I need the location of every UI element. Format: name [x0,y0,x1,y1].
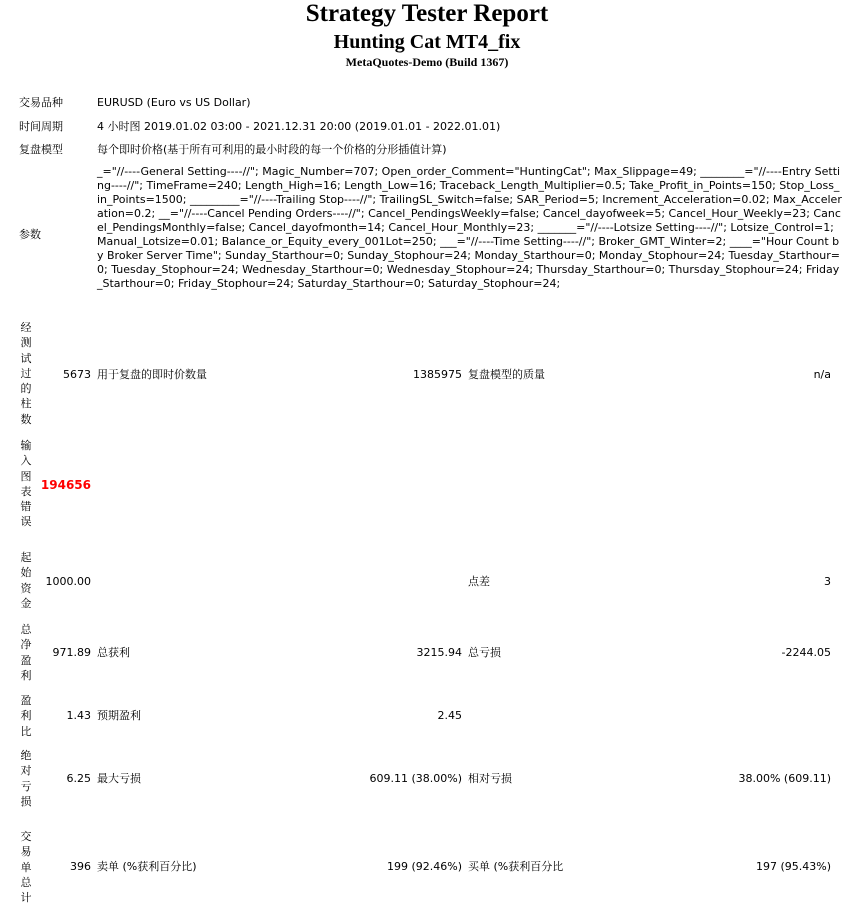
long-positions-label: 买单 (%获利百分比 [468,860,564,873]
total-trades-label: 交易单总计 [20,830,32,905]
quality-label: 复盘模型的质量 [468,368,545,381]
max-drawdown-label: 最大亏损 [97,772,141,785]
symbol-label: 交易品种 [19,96,63,109]
model-label: 复盘模型 [19,143,63,156]
errors-label: 输入图表错误 [20,439,32,529]
params-value: _="//----General Setting----//"; Magic_Number=707; Open_order_Comment="HuntingCat"; Max_Slippage=49; ________="//----Entry Setting----//"; TimeFrame=240; Length_High=16; Length_Low=16; Traceback_Length_Multiplier=0.5; Take_Profit_in_Points=150; Stop_Loss_in_Points=1500; _________="//----Trailing Stop----//"; TrailingSL_Switch=false; SAR_Period=5; Increment_Acceleration=0.02; Max_Acceleration=0.2; __="//----Cancel Pending Orders----//"; Cancel_PendingsWeekly=false; Cancel_dayofweek=5; Cancel_Hour_Weekly=23; Cancel_PendingsMonthly=false; Cancel_dayofmonth=14; Cancel_Hour_Monthly=23; _______="//----Lotsize Setting----//"; Lotsize_Control=1; Manual_Lotsize=0.01; Balance_or_Equity_every_001Lot=250; ___="//----Time Setting----//"; Broker_GMT_Winter=2; ____="Hour Count by Broker Server Time"; Sunday_Starthour=0; Sunday_Stophour=24; Monday_Starthour=0; Monday_Stophour=24; Tuesday_Starthour=0; Tuesday_Stophour=24; Wednesday_Starthour=0; Wednesday_Stophour=24; Thursday_Starthour=0; Thursday_Stophour=24; Friday_Starthour=0; Friday_Stophour=24; Saturday_Starthour=0; Saturday_Stophour=24; [97,165,842,290]
gross-profit-value: 3215.94 [416,646,462,659]
expected-payoff-value: 2.45 [437,709,462,722]
ticks-label: 用于复盘的即时价数量 [97,368,207,381]
params-label: 参数 [19,228,41,241]
deposit-value: 1000.00 [45,575,91,588]
ticks-value: 1385975 [413,368,462,381]
short-positions-label: 卖单 (%获利百分比) [97,860,197,873]
short-positions-value: 199 (92.46%) [386,860,462,873]
abs-drawdown-value: 6.25 [66,772,91,785]
max-drawdown-value: 609.11 (38.00%) [369,772,462,785]
long-positions-value: 197 (95.43%) [755,860,831,873]
expert-name: Hunting Cat MT4_fix [333,31,521,53]
symbol-value: EURUSD (Euro vs US Dollar) [97,96,251,109]
bars-value: 5673 [63,368,91,381]
spread-value: 3 [824,575,831,588]
spread-label: 点差 [468,575,490,588]
errors-value: 194656 [40,478,91,492]
period-label: 时间周期 [19,120,63,133]
gross-loss-label: 总亏损 [468,646,501,659]
quality-value: n/a [813,368,831,381]
total-trades-value: 396 [70,860,91,873]
rel-drawdown-label: 相对亏损 [468,772,512,785]
server-build: MetaQuotes-Demo (Build 1367) [345,55,509,69]
report-title: Strategy Tester Report [305,0,549,27]
expected-payoff-label: 预期盈利 [97,709,141,722]
gross-profit-label: 总获利 [97,646,130,659]
period-value: 4 小时图 2019.01.02 03:00 - 2021.12.31 20:00 (2019.01.01 - 2022.01.01) [97,120,501,133]
model-value: 每个即时价格(基于所有可利用的最小时段的每一个价格的分形插值计算) [97,143,447,156]
net-profit-label: 总净盈利 [20,623,32,682]
gross-loss-value: -2244.05 [781,646,831,659]
rel-drawdown-value: 38.00% (609.11) [738,772,831,785]
net-profit-value: 971.89 [52,646,91,659]
profit-factor-label: 盈利比 [20,694,32,738]
deposit-label: 起始资金 [20,551,32,610]
abs-drawdown-label: 绝对亏损 [20,749,32,808]
bars-label: 经测试过的柱数 [20,321,32,426]
profit-factor-value: 1.43 [66,709,91,722]
